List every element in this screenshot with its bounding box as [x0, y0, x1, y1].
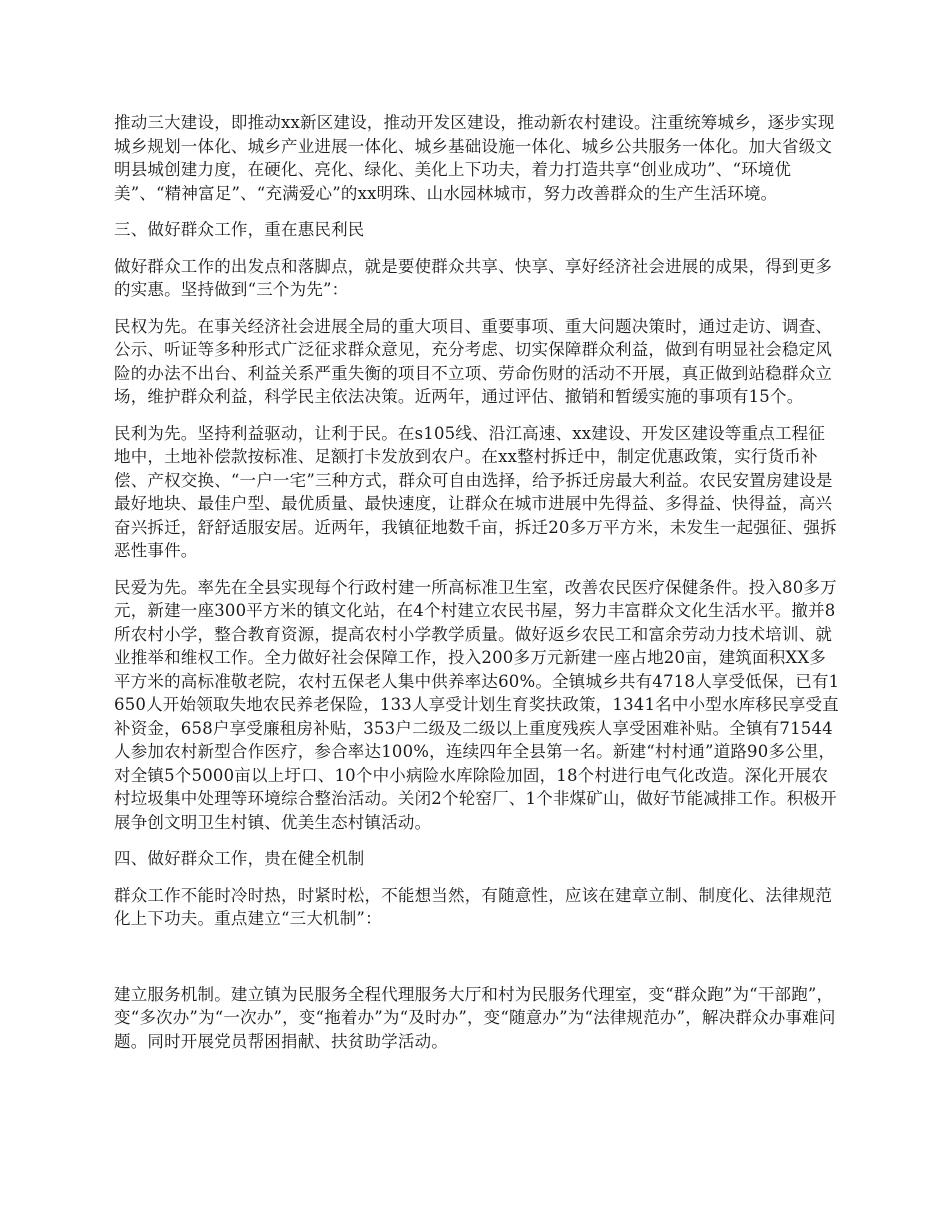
document-page: [114, 111, 840, 1053]
paragraph-intro-three-mechanisms: 群众工作不能时冷时热，时紧时松，不能想当然，有随意性，应该在建章立制、制度化、法律规范化上下功夫。重点建立“三大机制”：: [114, 885, 833, 928]
paragraph-three-constructions: 推动三大建设，即推动xx新区建设，推动开发区建设，推动新农村建设。注重统筹城乡，逐步实现城乡规划一体化、城乡产业进展一体化、城乡基础设施一体化、城乡公共服务一体化。加大省级文明县城创建力度，在硬化、亮化、绿化、美化上下功夫，着力打造共享“创业成功”、“环境优美”、“精神富足”、“充满爱心”的xx明珠、山水园林城市，努力改善群众的生产生活环境。: [114, 113, 835, 203]
section-heading-3: 三、做好群众工作，重在惠民利民: [114, 220, 365, 239]
paragraph-civil-rights-first: 民权为先。在事关经济社会进展全局的重大项目、重要事项、重大问题决策时，通过走访、调查、公示、听证等多种形式广泛征求群众意见，充分考虑、切实保障群众利益，做到有明显社会稳定风险的办法不出台、利益关系严重失衡的项目不立项、劳命伤财的活动不开展，真正做到站稳群众立场，维护群众利益，科学民主依法决策。近两年，通过评估、撤销和暂缓实施的事项有15个。: [114, 316, 833, 406]
paragraph-civil-care-first: 民爱为先。率先在全县实现每个行政村建一所高标准卫生室，改善农民医疗保健条件。投入80多万元，新建一座300平方米的镇文化站，在4个村建立农民书屋，努力丰富群众文化生活水平。撤并8所农村小学，整合教育资源，提高农村小学教学质量。做好返乡农民工和富余劳动力技术培训、就业推举和维权工作。全力做好社会保障工作，投入200多万元新建一座占地20亩，建筑面积XX多平方米的高标准敬老院，农村五保老人集中供养率达60%。全镇城乡共有4718人享受低保，已有1650人开始领取失地农民养老保险，133人享受计划生育奖扶政策，1341名中小型水库移民享受直补资金，658户享受廉租房补贴，353户二级及二级以上重度残疾人享受困难补贴。全镇有71544人参加农村新型合作医疗，参合率达100%，连续四年全县第一名。新建“村村通”道路90多公里，对全镇5个5000亩以上圩口、10个中小病险水库除险加固，18个村进行电气化改造。深化开展农村垃圾集中处理等环境综合整治活动。关闭2个轮窑厂、1个非煤矿山，做好节能减排工作。积极开展争创文明卫生村镇、优美生态村镇活动。: [114, 577, 840, 832]
paragraph-service-mechanism: 建立服务机制。建立镇为民服务全程代理服务大厅和村为民服务代理室，变“群众跑”为“干部跑”，变“多次办”为“一次办”，变“拖着办”为“及时办”，变“随意办”为“法律规范办”，解决群众办事难问题。同时开展党员帮困捐献、扶贫助学活动。: [114, 984, 836, 1051]
section-heading-4: 四、做好群众工作，贵在健全机制: [114, 849, 365, 868]
paragraph-civil-interests-first: 民利为先。坚持利益驱动，让利于民。在s105线、沿江高速、xx建设、开发区建设等重点工程征地中，土地补偿款按标准、足额打卡发放到农户。在xx整村拆迁中，制定优惠政策，实行货币补偿、产权交换、“一户一宅”三种方式，群众可自由选择，给予拆迁房最大利益。农民安置房建设是最好地块、最佳户型、最优质量、最快速度，让群众在城市进展中先得益、多得益、快得益，高兴奋兴拆迁，舒舒适服安居。近两年，我镇征地数千亩，拆迁20多万平方米，未发生一起强征、强拆恶性事件。: [114, 423, 837, 560]
paragraph-intro-three-priorities: 做好群众工作的出发点和落脚点，就是要使群众共享、快享、享好经济社会进展的成果，得到更多的实惠。坚持做到“三个为先”：: [114, 256, 833, 299]
